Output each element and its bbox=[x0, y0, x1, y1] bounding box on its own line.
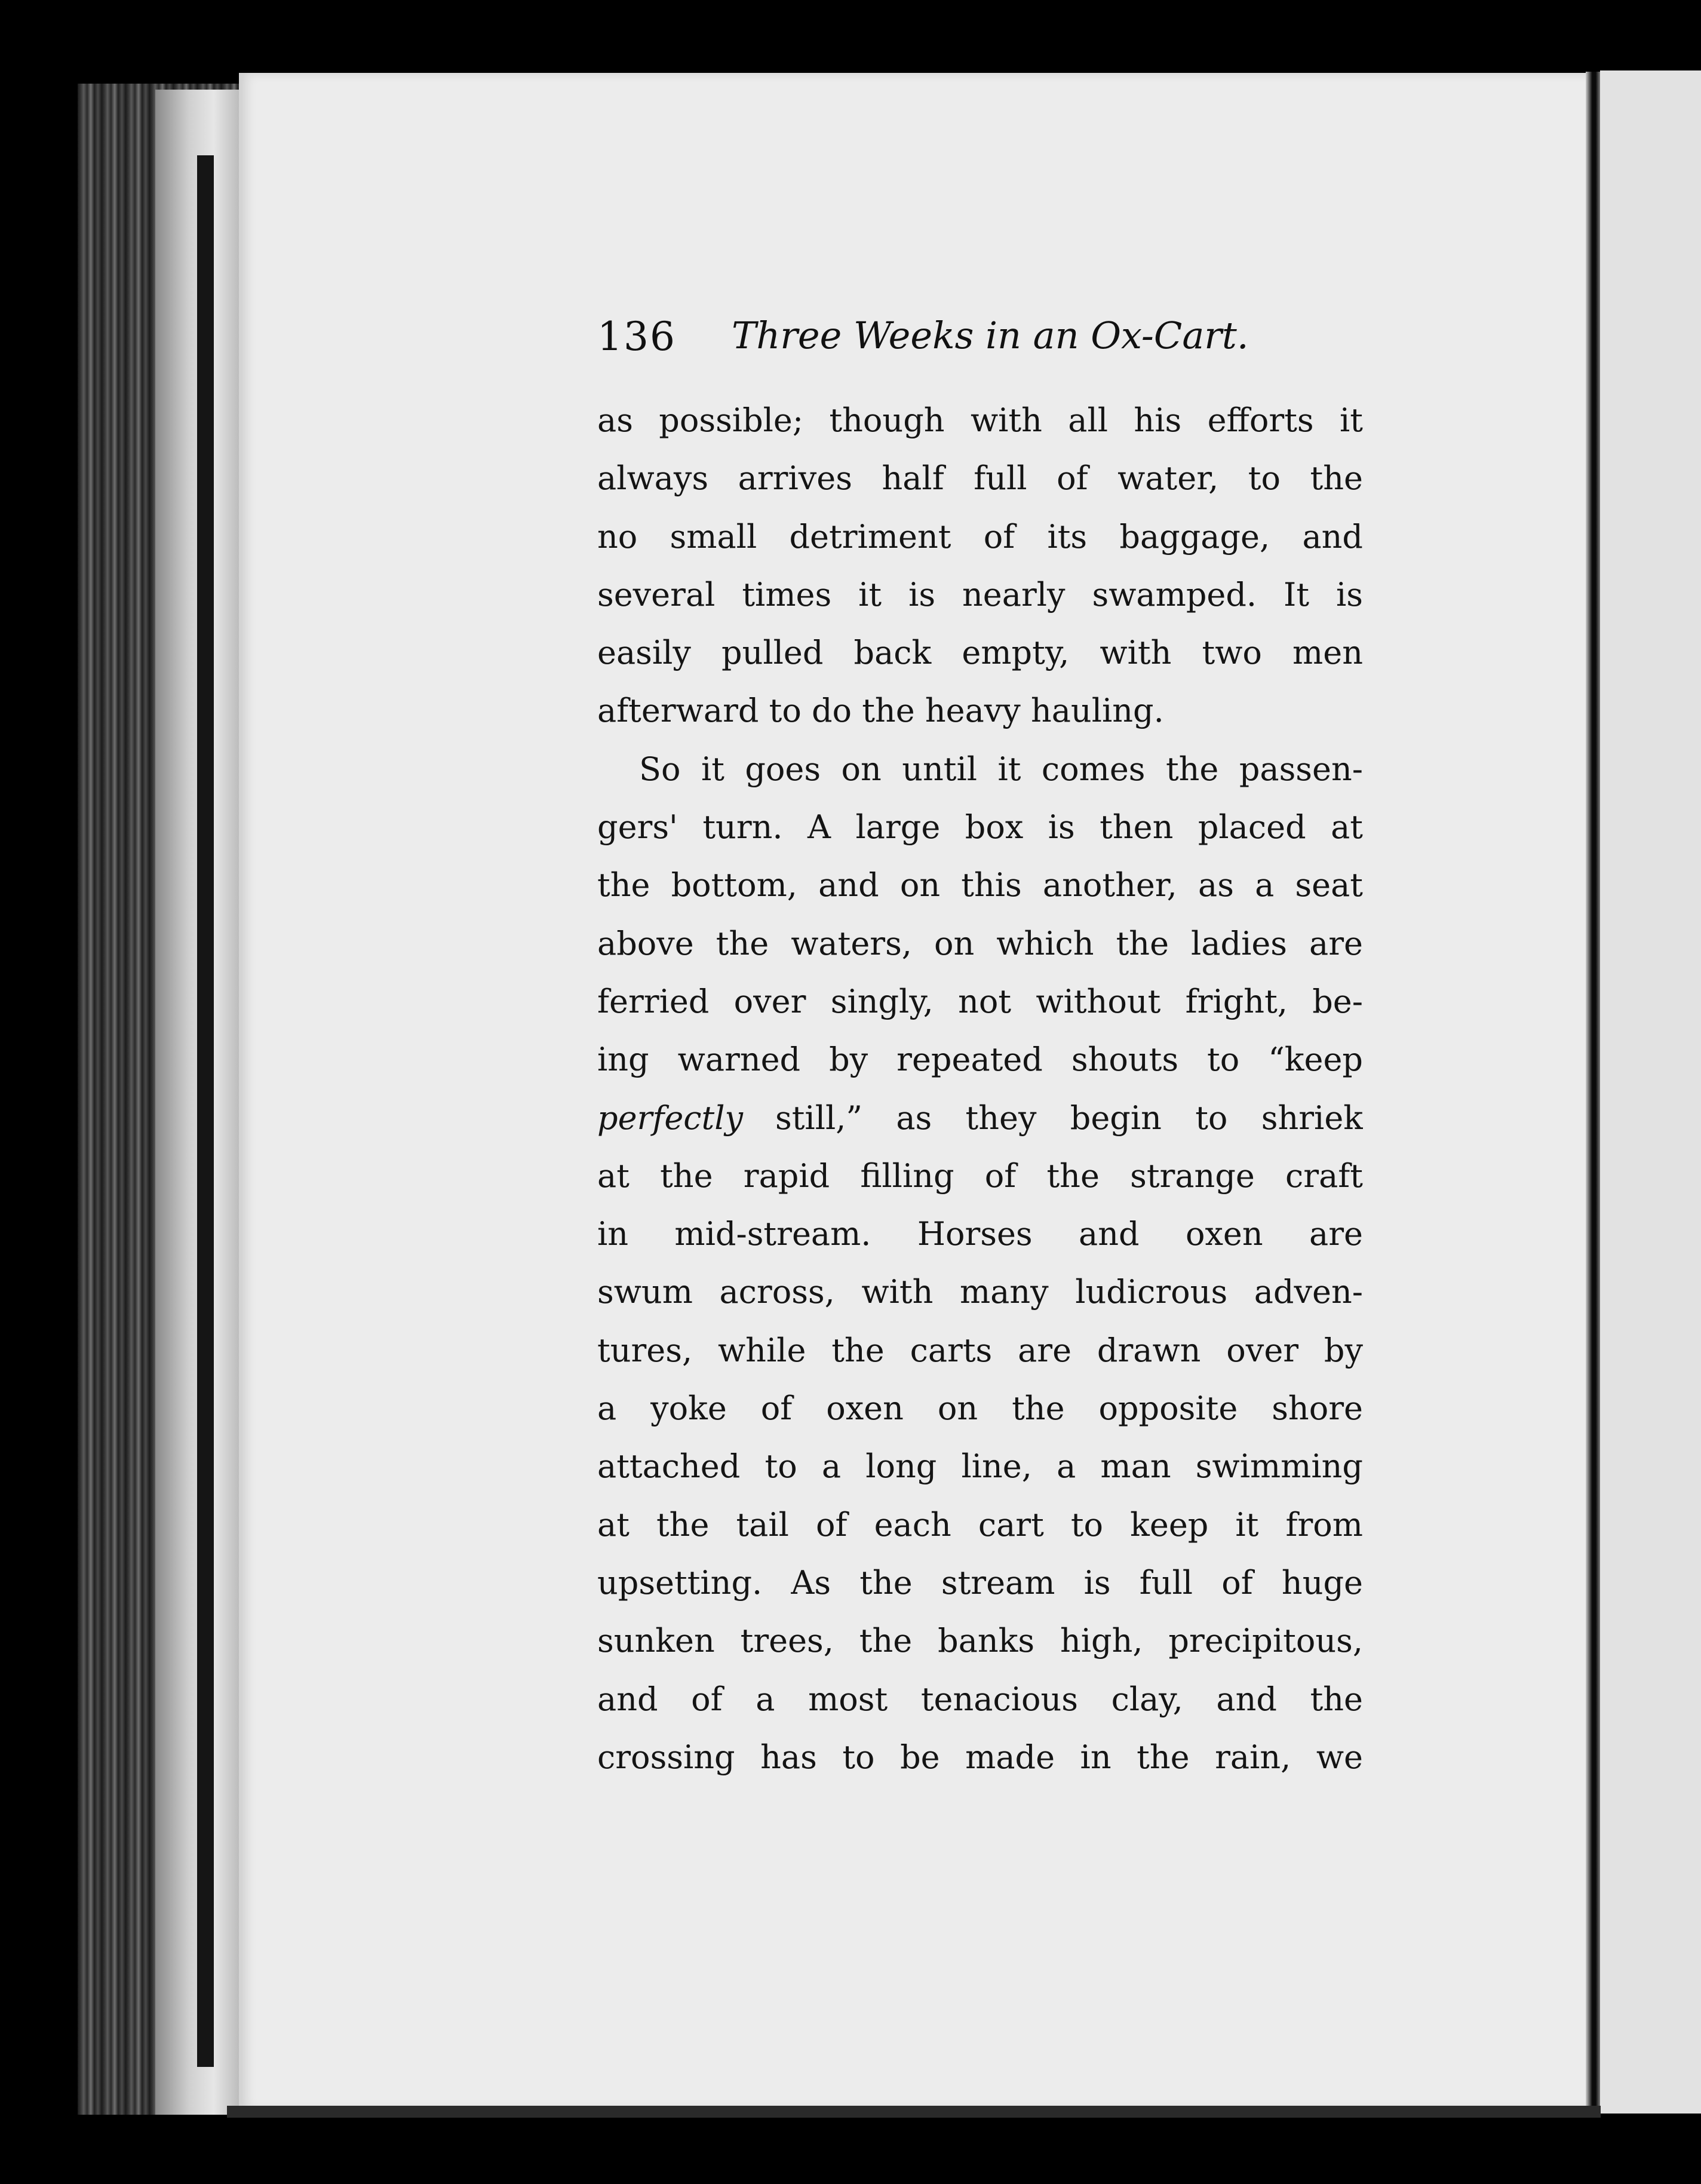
text-line: So it goes on until it comes the passen- bbox=[639, 750, 1363, 788]
binding-shadow bbox=[197, 155, 214, 2067]
text-line: in mid-stream. Horses and oxen are bbox=[597, 1215, 1363, 1253]
text-line: ing warned by repeated shouts to “keep bbox=[597, 1041, 1363, 1079]
page-bottom-shadow bbox=[227, 2106, 1601, 2118]
text-line: swum across, with many ludicrous adven- bbox=[597, 1273, 1363, 1311]
text-line: always arrives half full of water, to the bbox=[597, 459, 1363, 498]
gutter bbox=[1586, 72, 1600, 2115]
running-head bbox=[597, 308, 1249, 361]
body-text bbox=[597, 391, 1363, 1786]
text-line: at the rapid filling of the strange craft bbox=[597, 1157, 1363, 1195]
text-line: afterward to do the heavy hauling. bbox=[597, 692, 1164, 730]
text-line: and of a most tenacious clay, and the bbox=[597, 1680, 1363, 1718]
facing-page-edge bbox=[1600, 70, 1701, 2114]
running-title: Three Weeks in an Ox-Cart. bbox=[732, 314, 1249, 357]
text-line: several times it is nearly swamped. It is bbox=[597, 575, 1363, 614]
text-line: gers' turn. A large box is then placed at bbox=[597, 808, 1363, 846]
text-line-rest: still,” as they begin to shriek bbox=[775, 1099, 1363, 1137]
text-line: the bottom, and on this another, as a seat bbox=[597, 866, 1363, 904]
text-line: sunken trees, the banks high, precipitous, bbox=[597, 1622, 1363, 1660]
emphasis-word: perfectly bbox=[597, 1099, 744, 1137]
text-line: attached to a long line, a man swimming bbox=[597, 1447, 1363, 1486]
text-line: ferried over singly, not without fright, be- bbox=[597, 982, 1363, 1020]
text-line: above the waters, on which the ladies are bbox=[597, 924, 1363, 962]
text-line-emphasis bbox=[597, 1089, 1363, 1147]
text-line: crossing has to be made in the rain, we bbox=[597, 1738, 1363, 1776]
text-line: no small detriment of its baggage, and bbox=[597, 517, 1363, 556]
text-line: at the tail of each cart to keep it from bbox=[597, 1505, 1363, 1544]
page-number: 136 bbox=[597, 314, 676, 360]
text-line: a yoke of oxen on the opposite shore bbox=[597, 1389, 1363, 1428]
text-line: easily pulled back empty, with two men bbox=[597, 634, 1363, 672]
text-line: tures, while the carts are drawn over by bbox=[597, 1331, 1363, 1369]
text-line: as possible; though with all his efforts it bbox=[597, 401, 1363, 439]
text-line: upsetting. As the stream is full of huge bbox=[597, 1563, 1363, 1602]
